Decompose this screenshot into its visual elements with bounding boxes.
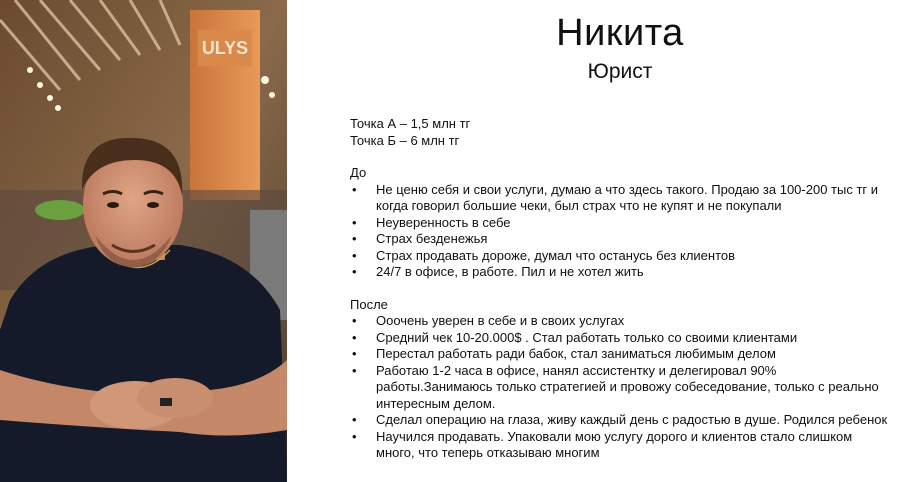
- list-item: • Не ценю себя и свои услуги, думаю а что здесь такого. Продаю за 100-200 тыс тг и когда говорил большие чеки, был страх что не купят и не покупали: [350, 182, 890, 215]
- list-item: • Неуверенность в себе: [350, 215, 890, 232]
- list-item: • Работаю 1-2 часа в офисе, нанял ассистентку и делегировал 90% работы.Занимаюсь только стратегией и провожу собеседование, только с реально интересным делом.: [350, 363, 890, 413]
- portrait-illustration: [0, 0, 287, 482]
- list-item: • 24/7 в офисе, в работе. Пил и не хотел жить: [350, 264, 890, 281]
- list-item: • Страх продавать дороже, думал что останусь без клиентов: [350, 248, 890, 265]
- list-item: • Сделал операцию на глаза, живу каждый день с радостью в душе. Родился ребенок: [350, 412, 890, 429]
- list-item: • Перестал работать ради бабок, стал заниматься любимым делом: [350, 346, 890, 363]
- after-heading: После: [350, 296, 388, 312]
- before-list: [350, 182, 890, 281]
- list-item: • Средний чек 10-20.000$ . Стал работать только со своими клиентами: [350, 330, 890, 347]
- after-list: [350, 313, 890, 462]
- person-name: Никита: [556, 12, 684, 54]
- pillar-sign: ULYS: [201, 38, 249, 58]
- list-item: • Ооочень уверен в себе и в своих услугах: [350, 313, 890, 330]
- person-role: Юрист: [587, 60, 653, 83]
- point-a: Точка А – 1,5 млн тг: [350, 116, 471, 131]
- profile-photo: [0, 0, 287, 482]
- list-item: • Страх безденежья: [350, 231, 890, 248]
- list-item: • Научился продавать. Упаковали мою услугу дорого и клиентов стало слишком много, что теперь отказываю многим: [350, 429, 890, 462]
- before-heading: До: [350, 165, 367, 180]
- case-details: [350, 116, 890, 462]
- point-b: Точка Б – 6 млн тг: [350, 132, 460, 148]
